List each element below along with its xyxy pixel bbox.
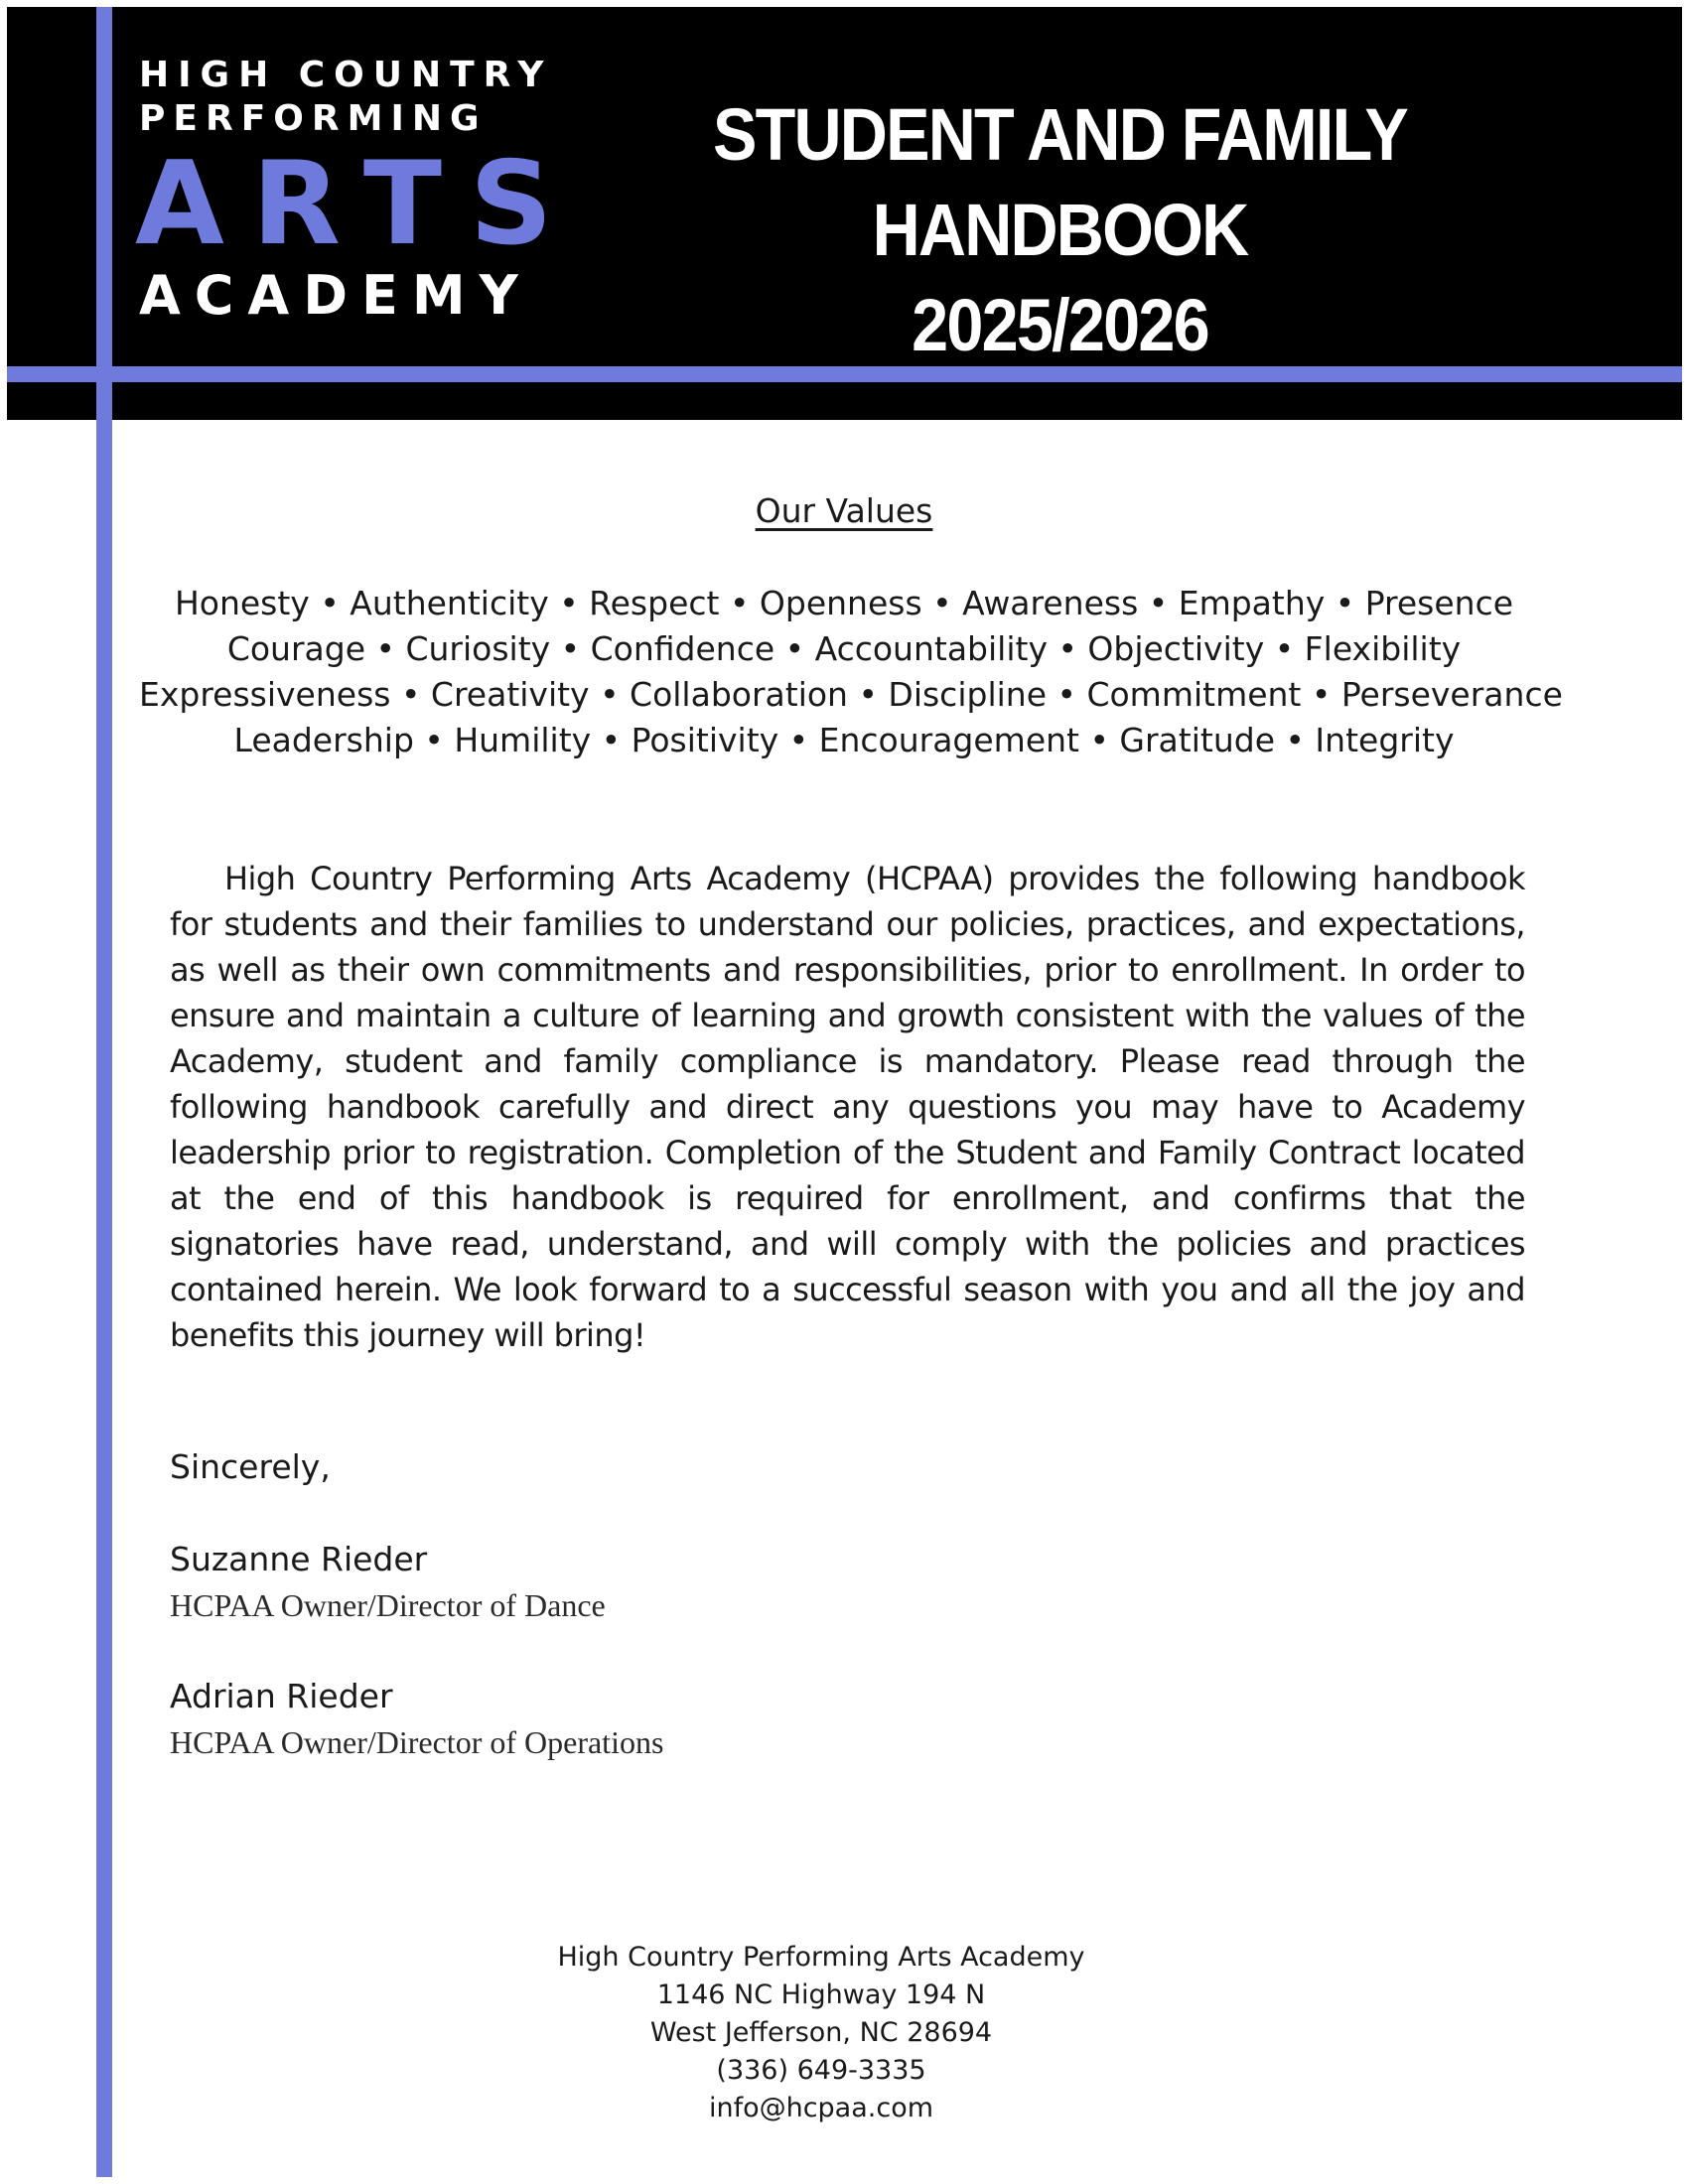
values-heading: Our Values	[755, 491, 933, 530]
values-line: Honesty • Authenticity • Respect • Openness • Awareness • Empathy • Presence	[174, 584, 1514, 622]
academy-logo	[135, 55, 581, 327]
values-line: Courage • Curiosity • Confidence • Accountability • Objectivity • Flexibility	[226, 629, 1462, 668]
closing-salutation: Sincerely,	[170, 1447, 331, 1486]
signer-block	[170, 1537, 964, 1628]
handbook-title	[536, 87, 1584, 373]
title-main: STUDENT AND FAMILY HANDBOOK	[712, 93, 1407, 271]
footer-contact	[369, 1939, 1273, 2127]
intro-paragraph: High Country Performing Arts Academy (HCPAA) provides the following handbook for students and their families to understand our policies, practices, and expectations, as well as their own commitments and responsibilities, prior to enrollment. In order to ensure and maintain a culture of learning and growth consistent with the values of the Academy, student and family compliance is mandatory. Please read through the following handbook carefully and direct any questions you may have to Academy leadership prior to registration. Completion of the Student and Family Contract located at the end of this handbook is required for enrollment, and confirms that the signatories have read, understand, and will comply with the policies and practices contained herein. We look forward to a successful season with you and all the joy and benefits this journey will bring!	[170, 860, 1525, 1354]
signer-block	[170, 1674, 964, 1765]
footer-phone: (336) 649-3335	[716, 2055, 926, 2086]
logo-line-academy: ACADEMY	[139, 264, 532, 327]
vertical-accent-stripe	[96, 7, 112, 2177]
signer-name: Adrian Rieder	[170, 1677, 393, 1715]
footer-organization: High Country Performing Arts Academy	[557, 1942, 1085, 1973]
values-line: Expressiveness • Creativity • Collaboration • Discipline • Commitment • Perseverance	[139, 675, 1563, 714]
logo-line-performing: PERFORMING	[139, 98, 488, 139]
footer-city: West Jefferson, NC 28694	[649, 2017, 993, 2048]
signer-name: Suzanne Rieder	[170, 1540, 428, 1578]
logo-line-arts: ARTS	[135, 137, 581, 271]
signer-title: HCPAA Owner/Director of Operations	[170, 1724, 664, 1760]
footer-email: info@hcpaa.com	[708, 2093, 934, 2123]
footer-street: 1146 NC Highway 194 N	[656, 1979, 986, 2010]
logo-line-high-country: HIGH COUNTRY	[139, 55, 553, 95]
title-year: 2025/2026	[912, 284, 1208, 366]
signer-title: HCPAA Owner/Director of Dance	[170, 1587, 606, 1623]
values-line: Leadership • Humility • Positivity • Encouragement • Gratitude • Integrity	[233, 721, 1455, 759]
values-list	[139, 581, 1563, 763]
